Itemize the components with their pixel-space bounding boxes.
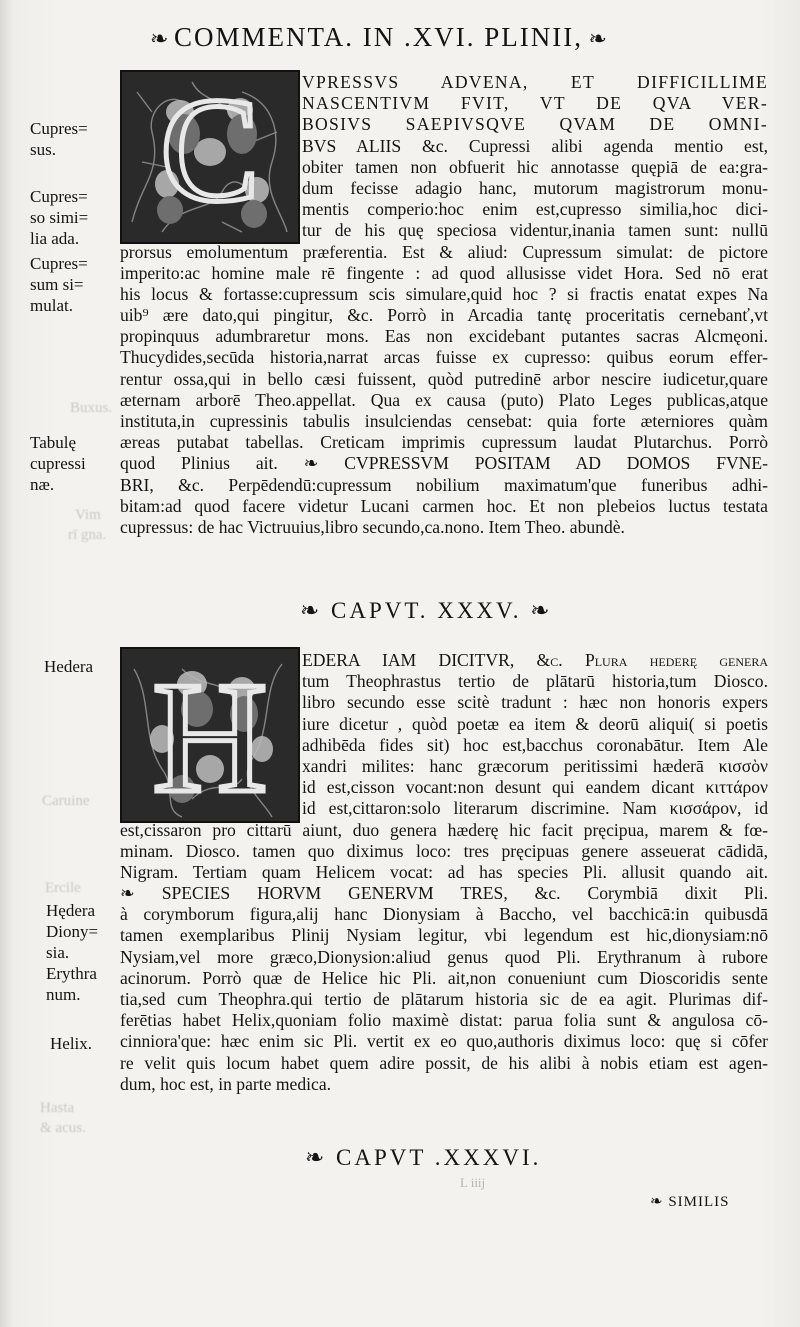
margin-note-line: Hędera	[46, 901, 96, 920]
margin-note-cupressum-simulat	[30, 253, 118, 316]
ghost-text: Ercile	[45, 880, 81, 896]
margin-note-line: Diony=	[46, 922, 99, 941]
margin-note-line: Hedera	[44, 657, 94, 676]
text-line: æreas putabat tabellas. Creticam imprimis cupressum laudat Plutarchus. Porrò	[120, 432, 768, 453]
margin-note-line: Helix.	[50, 1034, 93, 1053]
text-line: id est,cisson vocant:non desunt qui eandem dicant κιττάρον	[302, 777, 768, 798]
margin-note-hedera	[44, 656, 132, 677]
text-line: iure dicetur , quòd poetæ ea item & deorū aliqui( si poetis	[302, 713, 768, 734]
text-line: Thucydides,secūda historia,narrat arcas fuisse ex cupresso: quibus eorum effer-	[120, 347, 768, 368]
margin-note-line: num.	[46, 985, 81, 1004]
text-line: BRI, &c. Perpēdendū:cupressum nobilium maximatum'que funeribus adhi-	[120, 474, 768, 495]
text-line: NASCENTIVM FVIT, VT DE QVA VER-	[302, 93, 768, 114]
ghost-text: Vim	[75, 507, 101, 523]
text-line: his locus & fortasse:cupressum scis simulare,quid hoc ? si fractis enatat expes Na	[120, 283, 768, 304]
running-header	[150, 22, 720, 53]
fleuron-icon: ❧	[150, 26, 174, 51]
folio-number: L iiij	[460, 1175, 486, 1190]
chapter-heading-36: ❧ CAPVT .XXXVI.	[305, 1145, 542, 1170]
text-line: adhibēda fides sit) hoc est,bacchus coronabātur. Item Ale	[302, 734, 768, 755]
running-header-title: COMMENTA. IN .XVI. PLINII,	[173, 22, 583, 52]
text-line: tur de his quę speciosa videntur,inania tamen sunt: nullū	[302, 220, 768, 241]
margin-note-line: sia.	[46, 943, 70, 962]
margin-note-line: mulat.	[30, 296, 73, 315]
text-line: id est,cittaron:solo literarum discrimine. Nam κισσάρον, id	[302, 798, 768, 819]
fleuron-icon: ❧	[583, 26, 607, 51]
text-line: EDERA IAM DICITVR, &c. Plura hederę genera	[302, 650, 768, 670]
text-line: tum Theophrastus tertio de plātarū historia,tum Diosco.	[302, 671, 768, 692]
text-line: quod Plinius ait. ❧ CVPRESSVM POSITAM AD DOMOS FVNE-	[120, 453, 768, 474]
margin-note-line: Cupres=	[30, 187, 88, 206]
section-cupressus-text	[120, 72, 768, 538]
catchword: ❧ SIMILIS	[650, 1194, 730, 1210]
margin-note-line: næ.	[30, 475, 55, 494]
text-line: acinorum. Porrò quæ de Helice hic Pli. ait,non conueniunt cum Dioscoridis sente	[120, 967, 768, 988]
text-line: instituta,in cupressinis tabulis insulciendas censebat: quia forte æterniores quàm	[120, 411, 768, 431]
margin-note-tabulae	[30, 432, 118, 495]
ghost-text: & acus.	[40, 1120, 86, 1136]
text-line: xandri milites: hanc græcorum peritissimi hæderā κισσὸν	[302, 755, 768, 776]
margin-note-line: sus.	[30, 140, 56, 159]
ghost-text: Buxus.	[70, 400, 113, 416]
text-line: dum, hoc est, in parte medica.	[120, 1073, 332, 1094]
text-line: æternam arborē Theo.appellat. Qua ex causa (puto) Plato Leges publicas,atque	[120, 389, 768, 410]
text-line: ferētias habet Helix,quoniam folio maximè distat: parua folia sunt & angulosa cō-	[120, 1010, 768, 1031]
text-line: est,cissaron pro cittarū aiunt, duo genera hæderę hic facit pręcipua, marem & fœ-	[120, 819, 768, 840]
text-line: libro secundo esse scitè tradunt : hæc non honoris expers	[302, 692, 768, 713]
margin-note-line: Tabulę	[30, 433, 77, 452]
text-line: tia,sed cum Theophra.qui tertio de plātarum historia sic de ea agit. Plurimas dif-	[120, 989, 768, 1009]
chapter-heading-35: ❧ CAPVT. XXXV. ❧	[300, 598, 553, 623]
ghost-text: Hasta	[40, 1100, 75, 1116]
text-line: tamen exemplaribus Plinij Nysiam legitur, vbi legendum est hic,dionysiam:nō	[120, 925, 768, 946]
text-line: BOSIVS SAEPIVSQVE QVAM DE OMNI-	[302, 114, 768, 135]
text-line: cinniora'que: hæc enim sic Pli. vertit ex eo quo,authoris diximus loco: quę si cōfer	[120, 1031, 768, 1052]
text-line: minam. Diosco. tamen quo diximus loco: tres pręcipuas genere asseuerat cādidā,	[120, 840, 768, 861]
margin-note-line: so simi=	[30, 208, 89, 227]
ghost-text: Caruine	[42, 793, 90, 809]
margin-note-line: Cupres=	[30, 254, 88, 273]
text-line: rentur ossa,qui in bello cæsi fuissent, quòd putredinē arbor nescire iudicetur,quare	[120, 368, 768, 389]
text-line: propinquus adumbraretur mons. Eas non excidebant putantes sacras Alcmęoni.	[120, 326, 768, 347]
ghost-text: rī gna.	[68, 527, 107, 543]
initial-letter: H	[152, 649, 268, 821]
text-line: prorsus emolumentum præferentia. Est & aliud: Cupressum simulat: de pictore	[120, 241, 768, 262]
margin-note-line: cupressi	[30, 454, 86, 473]
margin-note-cupressus	[30, 118, 118, 160]
text-line: obiter tamen non obfuerit hic annotasse quępiā de ea:gra-	[302, 156, 768, 177]
text-line: à corymborum figura,alij hanc Dionysiam à Baccho, vel bacchicā:in quibusdā	[120, 904, 768, 925]
initial-letter: C	[159, 72, 261, 233]
text-line: Nigram. Tertiam quam Helicem vocat: ad has species Pli. allusit quando ait.	[120, 861, 768, 882]
text-line: re velit quis locum habet quem adire possit, de his alibi à nobis etiam est agen-	[120, 1052, 768, 1073]
margin-note-line: lia ada.	[30, 229, 80, 248]
margin-note-cupresso-similia	[30, 186, 118, 249]
margin-note-line: Cupres=	[30, 119, 88, 138]
section-hedera-text	[120, 650, 768, 1095]
text-line: bitam:ad quod facere videtur Lucani carmen hoc. Et non plebeios luctus testata	[120, 495, 768, 516]
text-line: BVS ALIIS &c. Cupressi alibi agenda mentio est,	[302, 135, 768, 156]
text-line: imperito:ac homine male rē fingente : ad quod allusisse videt Hora. Sed nō erat	[120, 262, 768, 283]
text-line: cupressus: de hac Victruuius,libro secundo,ca.nono. Item Theo. abundè.	[120, 516, 625, 537]
text-line: dum fecisse adagio hanc, mutorum magistrorum monu-	[302, 177, 768, 198]
margin-note-line: sum si=	[30, 275, 84, 294]
text-line: mentis comperio:hoc enim est,cupresso similia,hoc dici-	[302, 199, 768, 220]
text-line: ❧ SPECIES HORVM GENERVM TRES, &c. Corymbiā dixit Pli.	[120, 883, 768, 904]
margin-note-line: Erythra	[46, 964, 97, 983]
text-line: Nysiam,vel more græco,Dionysion:aliud genus quod Pli. Erythranum à rubore	[120, 946, 768, 967]
text-line: uib⁹ ære dato,qui pingitur, &c. Porrò in Arcadia tantę proceritatis cernebanť,vt	[120, 305, 768, 326]
text-line: VPRESSVS ADVENA, ET DIFFICILLIME	[302, 72, 768, 92]
